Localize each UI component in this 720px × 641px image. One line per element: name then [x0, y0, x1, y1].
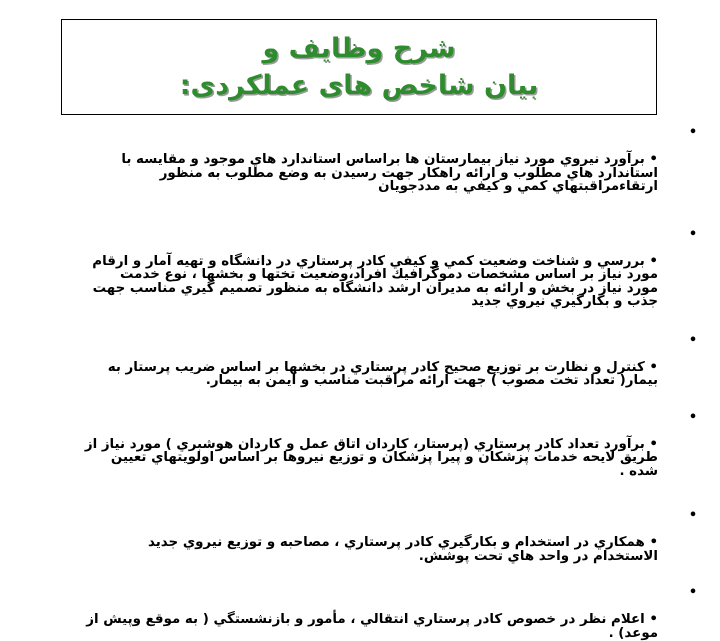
- slide-title-line-1: شرح وظايف و: [262, 33, 456, 64]
- bullet-item: [52, 126, 702, 194]
- bullet-text: • كنترل و نظارت بر توزيع صحيح كادر پرستاري در بخشها بر اساس ضريب پرستار به بيمار( تعداد تخت مصوب ) جهت ارائه مراقبت مناسب و ايمن به بيمار.: [107, 359, 658, 388]
- bullet-marker: •: [688, 332, 698, 348]
- bullet-text: • همكاري در استخدام و بكارگيري كادر پرستاري ، مصاحبه و توزيع نيروي جديد الاستخدام در واحد هاي تحت پوشش.: [148, 535, 658, 564]
- bullet-item: [52, 228, 702, 309]
- bullet-item: [52, 509, 702, 563]
- bullet-marker: •: [688, 409, 698, 425]
- bullet-list: [52, 126, 702, 640]
- bullet-item: [52, 586, 702, 640]
- bullet-text: • برآورد تعداد كادر پرستاري (پرستار، كاردان اتاق عمل و كاردان هوشبري ) مورد نياز از طريق لايحه خدمات پزشكان و پيرا پزشكان و توزيع نيروها بر اساس اولويتهاي تعيين شده .: [84, 436, 658, 479]
- slide-title-line-2: بيان شاخص هاى عملكردى:: [179, 70, 539, 101]
- bullet-marker: •: [688, 508, 698, 523]
- slide-title-box: [61, 19, 657, 115]
- bullet-marker: •: [688, 226, 698, 242]
- bullet-text: • بررسي و شناخت وضعيت كمي و كيفي كادر پرستاري در دانشگاه و تهيه آمار و ارقام مورد نياز بر اساس مشخصات دموگرافيك افراد،وضعيت تختها و بخشها ، نوع خدمت مورد نياز در بخش و ارائه به مديران ارشد دانشگاه به منظور تصميم گيري مناسب جهت جذب و بكارگيري نيروي جديد: [92, 253, 658, 309]
- bullet-item: [52, 411, 702, 479]
- bullet-text: • اعلام نظر در خصوص كادر پرستاري انتقالي ، مأمور و بازنشستگي ( به موقع وپيش از موعد) .: [86, 612, 658, 641]
- bullet-item: [52, 334, 702, 388]
- bullet-marker: •: [688, 585, 698, 600]
- bullet-text: • برآورد نيروي مورد نياز بيمارستان ها براساس استاندارد هاي موجود و مقايسه با استاندارد هاي مطلوب و ارائه راهكار جهت رسيدن به وضع مطلوب به منظور ارتقاءمراقبتهاي كمي و كيفي به مددجويان: [121, 152, 658, 194]
- bullet-marker: •: [688, 125, 698, 140]
